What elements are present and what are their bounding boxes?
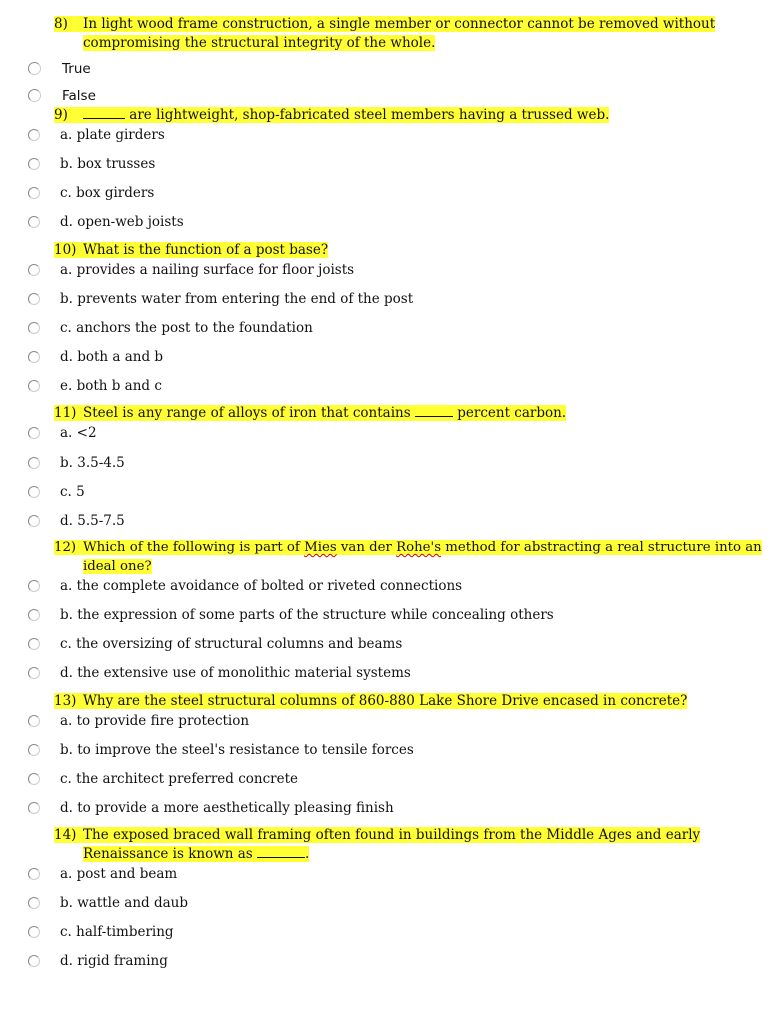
question-text: Which of the following is part of [83, 540, 300, 555]
radio-button[interactable] [28, 638, 40, 650]
question-12 [54, 539, 762, 576]
option-d[interactable] [28, 512, 125, 530]
option-label: a. post and beam [60, 866, 178, 882]
radio-button[interactable] [28, 62, 41, 75]
option-c[interactable] [28, 770, 298, 788]
radio-button[interactable] [28, 216, 40, 228]
option-b[interactable] [28, 606, 554, 624]
question-text: The exposed braced wall framing often found in buildings from the Middle Ages and early [83, 827, 701, 843]
radio-button[interactable] [28, 457, 40, 469]
option-label: d. 5.5-7.5 [60, 513, 125, 529]
question-text-cont: compromising the structural integrity of the whole. [83, 34, 436, 51]
question-number: 11) [54, 405, 77, 421]
question-text: are lightweight, shop-fabricated steel members having a trussed web. [129, 107, 610, 123]
radio-button[interactable] [28, 802, 40, 814]
option-label: d. to provide a more aesthetically pleasing finish [60, 800, 394, 816]
question-number: 13) [54, 693, 77, 709]
option-label: True [62, 61, 91, 77]
option-label: c. the oversizing of structural columns and beams [60, 636, 403, 652]
question-text: What is the function of a post base? [83, 242, 329, 258]
option-label: a. to provide fire protection [60, 713, 250, 729]
radio-button[interactable] [28, 89, 41, 102]
name-mid: van der [340, 540, 392, 555]
radio-button[interactable] [28, 744, 40, 756]
radio-button[interactable] [28, 380, 40, 392]
radio-button[interactable] [28, 868, 40, 880]
option-c[interactable] [28, 483, 85, 501]
question-number: 9) [54, 107, 68, 123]
option-label: c. half-timbering [60, 924, 174, 940]
radio-button[interactable] [28, 158, 40, 170]
option-d[interactable] [28, 664, 411, 682]
question-9 [54, 106, 609, 125]
question-text: Why are the steel structural columns of 860-880 Lake Shore Drive encased in concrete? [83, 693, 688, 709]
option-label: b. to improve the steel's resistance to tensile forces [60, 742, 414, 758]
question-8 [54, 15, 715, 52]
question-text-end: . [305, 845, 310, 862]
radio-button[interactable] [28, 667, 40, 679]
option-d[interactable] [28, 952, 168, 970]
option-b[interactable] [28, 741, 414, 759]
option-a[interactable] [28, 577, 462, 595]
question-text-cont: ideal one? [83, 558, 152, 574]
option-label: d. both a and b [60, 349, 164, 365]
answer-blank [415, 404, 453, 417]
radio-button[interactable] [28, 897, 40, 909]
question-text: In light wood frame construction, a single member or connector cannot be removed without [83, 16, 716, 32]
radio-button[interactable] [28, 427, 40, 439]
option-b[interactable] [28, 290, 413, 308]
answer-blank [83, 106, 125, 119]
option-a[interactable] [28, 865, 177, 883]
option-label: a. provides a nailing surface for floor joists [60, 262, 355, 278]
radio-button[interactable] [28, 955, 40, 967]
option-label: d. the extensive use of monolithic material systems [60, 665, 411, 681]
question-text-cont: Renaissance is known as [83, 845, 253, 862]
question-11 [54, 404, 566, 423]
question-number: 10) [54, 242, 77, 258]
option-d[interactable] [28, 213, 184, 231]
option-label: d. open-web joists [60, 214, 184, 230]
name-misspelled: Mies [304, 540, 337, 555]
option-label: c. box girders [60, 185, 155, 201]
option-label: e. both b and c [60, 378, 162, 394]
option-label: a. the complete avoidance of bolted or riveted connections [60, 578, 463, 594]
question-number: 14) [54, 827, 77, 843]
option-b[interactable] [28, 454, 125, 472]
option-label: c. 5 [60, 484, 85, 500]
option-label: b. prevents water from entering the end of the post [60, 291, 414, 307]
radio-button[interactable] [28, 322, 40, 334]
option-label: d. rigid framing [60, 953, 168, 969]
option-true[interactable] [28, 60, 91, 78]
option-label: False [62, 88, 96, 104]
question-14 [54, 826, 700, 863]
option-b[interactable] [28, 155, 155, 173]
option-a[interactable] [28, 712, 249, 730]
radio-button[interactable] [28, 187, 40, 199]
option-label: b. wattle and daub [60, 895, 188, 911]
option-label: b. 3.5-4.5 [60, 455, 125, 471]
radio-button[interactable] [28, 351, 40, 363]
option-label: c. anchors the post to the foundation [60, 320, 313, 336]
radio-button[interactable] [28, 773, 40, 785]
radio-button[interactable] [28, 715, 40, 727]
option-a[interactable] [28, 261, 354, 279]
question-13 [54, 692, 687, 711]
option-e[interactable] [28, 377, 162, 395]
option-c[interactable] [28, 635, 402, 653]
option-false[interactable] [28, 87, 96, 105]
radio-button[interactable] [28, 486, 40, 498]
option-label: b. the expression of some parts of the structure while concealing others [60, 607, 554, 623]
question-text-end: percent carbon. [457, 405, 567, 421]
radio-button[interactable] [28, 293, 40, 305]
question-text: Steel is any range of alloys of iron that contains [83, 405, 411, 421]
radio-button[interactable] [28, 926, 40, 938]
name-misspelled: Rohe's [396, 540, 442, 555]
question-text-after: method for abstracting a real structure into an [445, 540, 762, 555]
question-number: 8) [54, 16, 68, 32]
option-c[interactable] [28, 184, 154, 202]
option-b[interactable] [28, 894, 188, 912]
option-label: a. plate girders [60, 127, 165, 143]
radio-button[interactable] [28, 515, 40, 527]
option-a[interactable] [28, 424, 97, 442]
radio-button[interactable] [28, 609, 40, 621]
answer-blank [257, 845, 305, 858]
option-d[interactable] [28, 348, 163, 366]
option-d[interactable] [28, 799, 394, 817]
option-label: a. <2 [60, 425, 97, 441]
question-number: 12) [54, 540, 77, 555]
option-c[interactable] [28, 923, 174, 941]
option-label: c. the architect preferred concrete [60, 771, 299, 787]
option-label: b. box trusses [60, 156, 156, 172]
radio-button[interactable] [28, 264, 40, 276]
question-10 [54, 241, 328, 260]
radio-button[interactable] [28, 580, 40, 592]
option-c[interactable] [28, 319, 313, 337]
radio-button[interactable] [28, 129, 40, 141]
option-a[interactable] [28, 126, 165, 144]
